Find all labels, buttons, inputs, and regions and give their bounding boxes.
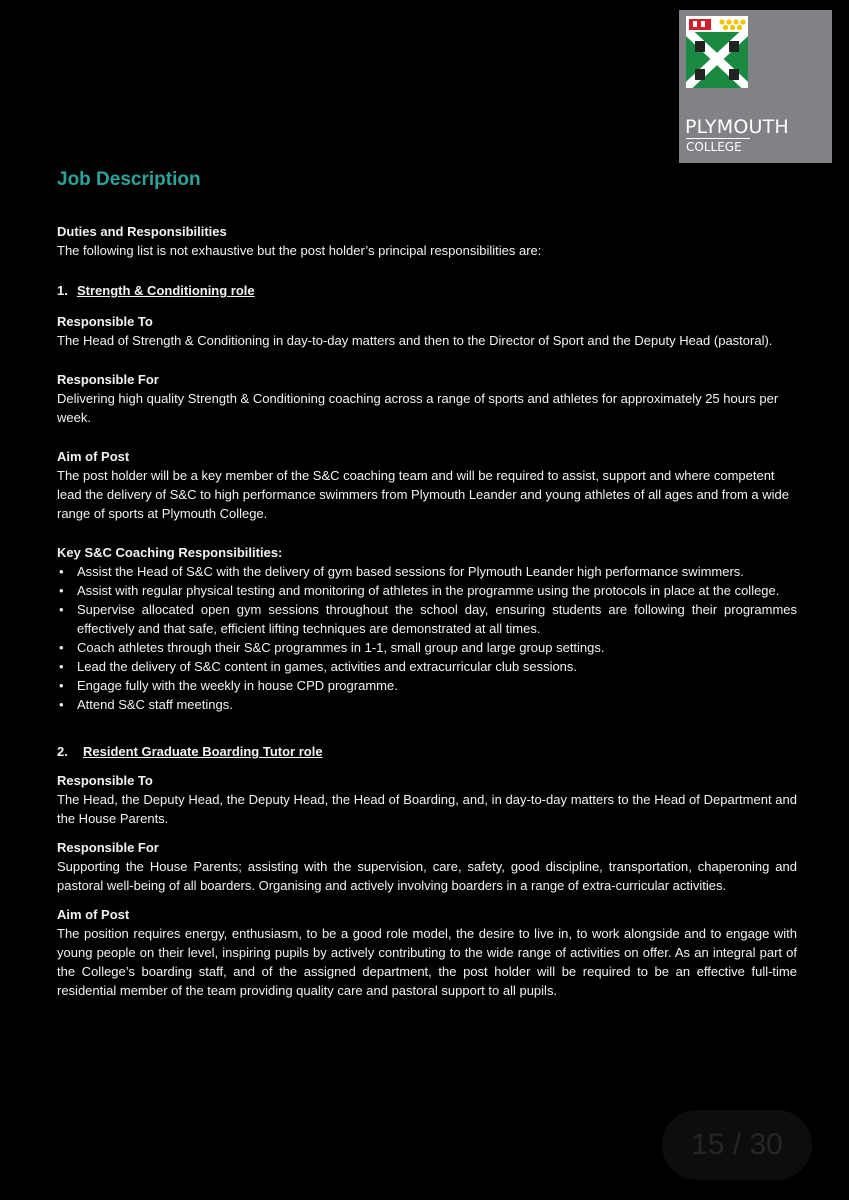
list-item: • Assist the Head of S&C with the delivery of gym based sessions for Plymouth Leander high performance swimmers. [57, 562, 797, 581]
list-item: • Supervise allocated open gym sessions throughout the school day, ensuring students are following their programmes effectively and that safe, efficient lifting techniques are demonstrated at all times. [57, 600, 797, 638]
s1-aim-label: Aim of Post [57, 449, 130, 464]
list-item: • Assist with regular physical testing and monitoring of athletes in the programme using the protocols in place at the college. [57, 581, 797, 600]
section-1-title: Strength & Conditioning role [77, 283, 255, 298]
s2-responsible-for-text: Supporting the House Parents; assisting with the supervision, care, safety, good discipline, transportation, chaperoning and pastoral well-being of all boarders. Organising and actively involving boarders in a range of extra-curricular activities. [57, 859, 797, 893]
duties-heading: Duties and Responsibilities [57, 224, 227, 239]
s2-aim-label: Aim of Post [57, 907, 130, 922]
college-logo [679, 10, 832, 163]
s2-responsible-to-text: The Head, the Deputy Head, the Deputy Head, the Head of Boarding, and, in day-to-day matters to the Head of Department and the House Parents. [57, 792, 797, 826]
section-1-number: 1. [57, 283, 68, 298]
list-item: • Engage fully with the weekly in house CPD programme. [57, 676, 797, 695]
logo-subtitle: COLLEGE [686, 140, 742, 154]
document-body [57, 222, 797, 1000]
shield-crest-icon [686, 16, 748, 88]
list-item: • Lead the delivery of S&C content in games, activities and extracurricular club sessions. [57, 657, 797, 676]
s1-responsible-to-label: Responsible To [57, 314, 153, 329]
list-item: • Attend S&C staff meetings. [57, 695, 797, 714]
s1-responsible-to-text: The Head of Strength & Conditioning in day-to-day matters and then to the Director of Sport and the Deputy Head (pastoral). [57, 333, 773, 348]
logo-wordmark: PLYMOUTH [685, 116, 789, 138]
s2-responsible-to-label: Responsible To [57, 773, 153, 788]
page-indicator: 15 / 30 [662, 1110, 812, 1180]
s2-aim-text: The position requires energy, enthusiasm, to be a good role model, the desire to live in, to work alongside and to engage with young people on their level, inspiring pupils by actively contributing to the wide range of activities on offer. As an integral part of the College’s boarding staff, and of the assigned department, the post holder will be required to be an effective full-time residential member of the team providing quality care and pastoral support to all pupils. [57, 926, 797, 998]
s1-responsible-for-label: Responsible For [57, 372, 159, 387]
s1-key-responsibilities-label: Key S&C Coaching Responsibilities: [57, 545, 283, 560]
section-2-title: Resident Graduate Boarding Tutor role [83, 744, 323, 759]
s1-aim-text: The post holder will be a key member of the S&C coaching team and will be required to assist, support and where competent lead the delivery of S&C to high performance swimmers from Plymouth Leander and young athletes of all ages and from a wide range of sports at Plymouth College. [57, 468, 789, 521]
s2-responsible-for-label: Responsible For [57, 840, 159, 855]
section-2-number: 2. [57, 744, 68, 759]
section-2-heading [57, 742, 797, 761]
page-title: Job Description [57, 169, 201, 190]
section-1-heading [57, 281, 797, 300]
list-item: • Coach athletes through their S&C programmes in 1-1, small group and large group settings. [57, 638, 797, 657]
duties-intro: The following list is not exhaustive but the post holder’s principal responsibilities are: [57, 243, 542, 258]
s1-key-responsibilities-list [57, 562, 797, 714]
s1-responsible-for-text: Delivering high quality Strength & Conditioning coaching across a range of sports and athletes for approximately 25 hours per week. [57, 391, 779, 425]
